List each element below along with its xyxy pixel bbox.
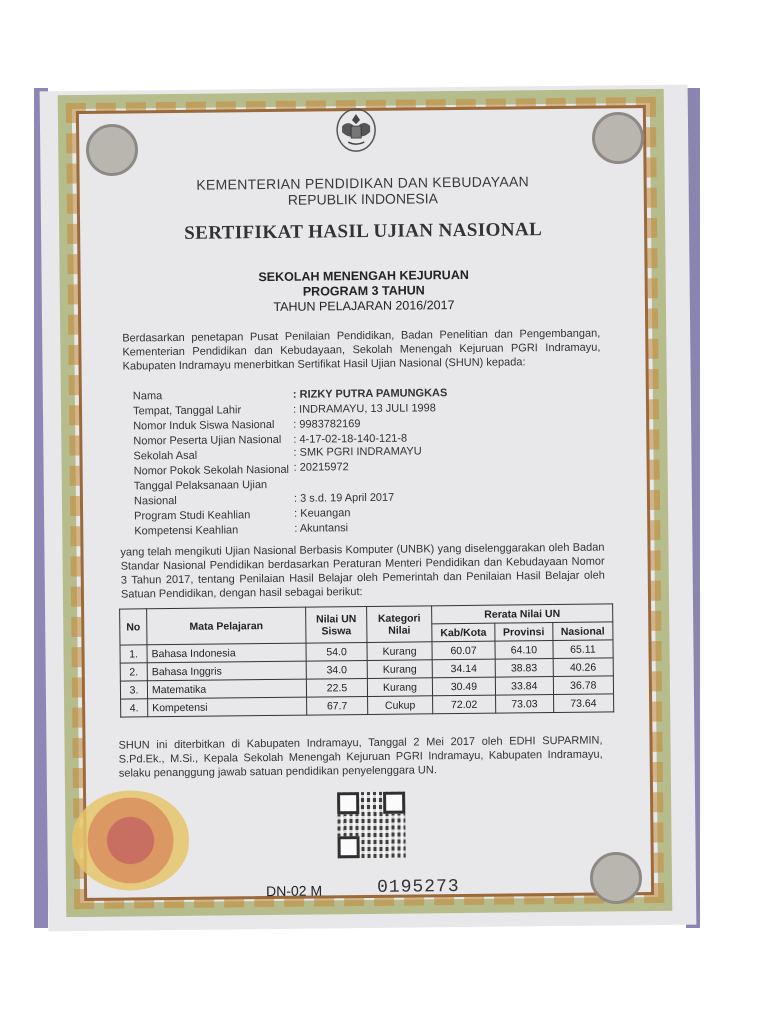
qr-finder-icon <box>337 792 359 814</box>
cell-prov: 73.03 <box>496 695 554 714</box>
cell-category: Cukup <box>368 696 433 715</box>
cell-kab: 72.02 <box>433 695 496 714</box>
table-row <box>121 694 614 717</box>
cell-subject: Matematika <box>147 679 306 699</box>
grades-table <box>119 603 614 717</box>
cell-nat: 40.26 <box>553 658 614 677</box>
field-label: Nomor Induk Siswa Nasional <box>133 418 275 433</box>
header-category-line2: Nilai <box>388 624 411 637</box>
qr-code-icon <box>337 792 406 859</box>
closing-paragraph: SHUN ini diterbitkan di Kabupaten Indramayu, Tanggal 2 Mei 2017 oleh EDHI SUPARMIN, S.Pd.Ek., M.Si., Kepala Sekolah Menengah Kejuruan PGRI Indramayu, Kabupaten Indramayu, selaku penanggung jawab satuan pendidikan penyelenggara UN. <box>118 734 603 780</box>
cell-subject: Kompetensi <box>148 697 307 717</box>
intro-paragraph: Berdasarkan penetapan Pusat Penilaian Pendidikan, Badan Penelitian dan Pengembangan, Kementerian Pendidikan dan Kebudayaan, Sekolah Menengah Kejuruan PGRI Indramayu, Kabupaten Indramayu menerbitkan Sertifikat Hasil Ujian Nasional (SHUN) kepada: <box>122 327 601 373</box>
field-value: : RIZKY PUTRA PAMUNGKAS <box>292 387 448 401</box>
cell-no: 3. <box>120 681 147 699</box>
header-score-line2: Siswa <box>321 624 352 637</box>
field-value: : Keuangan <box>294 507 351 520</box>
cell-nat: 65.11 <box>553 640 614 659</box>
serial-number: 0195273 <box>376 877 460 898</box>
cell-score: 34.0 <box>306 660 367 679</box>
field-label: Tanggal Pelaksanaan Ujian <box>133 479 268 493</box>
ministry-line2: REPUBLIK INDONESIA <box>287 190 438 208</box>
header-subject: Mata Pelajaran <box>147 607 306 645</box>
serial-label: DN-02 M <box>265 882 323 900</box>
header-category-line1: Kategori <box>377 611 421 625</box>
cell-prov: 33.84 <box>495 677 553 696</box>
header-category <box>367 606 432 643</box>
qr-finder-icon <box>338 836 360 858</box>
header-score <box>306 606 367 643</box>
field-label: Nomor Pokok Sekolah Nasional <box>133 463 290 478</box>
header-average-group: Rerata Nilai UN <box>432 604 613 624</box>
school-type: SEKOLAH MENENGAH KEJURUAN <box>258 267 469 285</box>
middle-paragraph: yang telah mengikuti Ujian Nasional Berbasis Komputer (UNBK) yang diselenggarakan oleh Badan Standar Nasional Pendidikan berdasarkan Peraturan Menteri Pendidikan dan Kebudayaan Nomor 3 Tahun 2017, tentang Penilaian Hasil Belajar oleh Pemerintah dan Penilaian Hasil Belajar oleh Satuan Pendidikan, dengan hasil sebagai berikut: <box>120 541 605 601</box>
program: PROGRAM 3 TAHUN <box>302 283 425 299</box>
cell-category: Kurang <box>367 642 432 661</box>
cell-prov: 38.83 <box>495 659 553 678</box>
field-label: Sekolah Asal <box>133 449 198 463</box>
certificate-title: SERTIFIKAT HASIL UJIAN NASIONAL <box>184 219 543 244</box>
cell-no: 4. <box>121 699 148 717</box>
cell-category: Kurang <box>367 678 432 697</box>
header-no: No <box>120 609 147 645</box>
field-value: : 4-17-02-18-140-121-8 <box>293 432 408 446</box>
cell-no: 1. <box>120 645 147 663</box>
cell-prov: 64.10 <box>495 641 553 660</box>
field-value: : Akuntansi <box>294 522 349 535</box>
cell-category: Kurang <box>367 660 432 679</box>
header-kab: Kab/Kota <box>432 623 495 642</box>
field-label: Nasional <box>133 494 177 508</box>
header-nat: Nasional <box>552 622 613 641</box>
academic-year: TAHUN PELAJARAN 2016/2017 <box>273 298 455 314</box>
cell-subject: Bahasa Inggris <box>147 661 306 681</box>
cell-score: 67.7 <box>307 696 368 715</box>
cell-kab: 60.07 <box>432 641 495 660</box>
field-label: Nama <box>132 390 163 403</box>
field-value: : 9983782169 <box>293 418 361 431</box>
field-label: Kompetensi Keahlian <box>134 524 239 538</box>
cell-nat: 36.78 <box>553 676 614 695</box>
ministry-line1: KEMENTERIAN PENDIDIKAN DAN KEBUDAYAAN <box>196 173 530 193</box>
qr-finder-icon <box>383 792 405 814</box>
cell-subject: Bahasa Indonesia <box>147 643 306 663</box>
cell-nat: 73.64 <box>553 694 614 713</box>
field-value: : INDRAMAYU, 13 JULI 1998 <box>292 402 436 416</box>
field-value: : SMK PGRI INDRAMAYU <box>293 445 422 459</box>
cell-kab: 34.14 <box>432 659 495 678</box>
garuda-emblem-icon <box>336 106 376 152</box>
header-score-line1: Nilai UN <box>316 612 357 626</box>
field-value: : 20215972 <box>293 461 349 474</box>
cell-no: 2. <box>120 663 147 681</box>
header-prov: Provinsi <box>495 623 553 642</box>
school-seal-stamp <box>71 790 190 891</box>
cell-kab: 30.49 <box>432 677 495 696</box>
field-value: : 3 s.d. 19 April 2017 <box>293 491 395 505</box>
certificate-content <box>92 93 640 909</box>
field-label: Program Studi Keahlian <box>134 509 251 523</box>
cell-score: 22.5 <box>306 678 367 697</box>
field-label: Nomor Peserta Ujian Nasional <box>133 433 282 448</box>
field-label: Tempat, Tanggal Lahir <box>132 404 242 418</box>
cell-score: 54.0 <box>306 642 367 661</box>
